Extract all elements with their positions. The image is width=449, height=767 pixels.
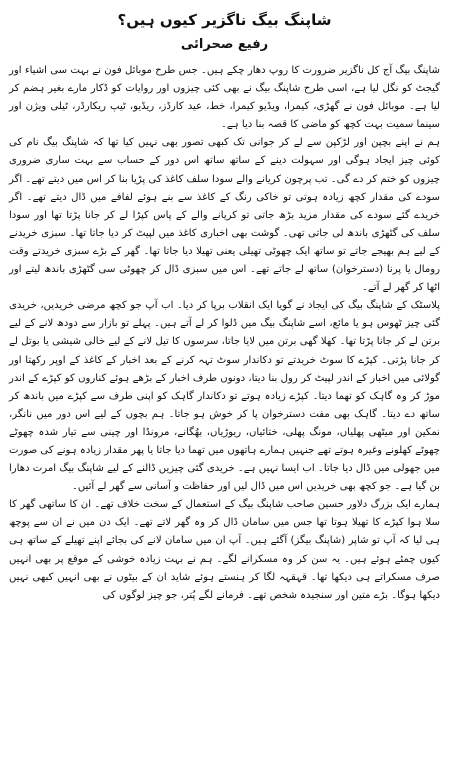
paragraph-4: ہمارے ایک بزرگ دلاور حسین صاحب شاپنگ بیگ کے استعمال کے سخت خلاف تھے۔ ان کا ساتھی گھر کا سلا ہوا کپڑے کا تھیلا ہوتا تھا جس میں سامان ڈال کر وہ گھر لاتے تھے۔ ایک دن میں نے ان سے پوچھ ہی لیا کہ آپ تو شاپر (شاپنگ بیگز) آگئے ہیں۔ آپ ان میں سامان لانے کی بجائے اپنے تھیلے کے ساتھ ہی کیوں چمٹے ہوئے ہیں۔ یہ سن کر وہ مسکرانے لگے۔ ہم نے بہت زیادہ خوشی کے موقع پر بھی انہیں صرف مسکراتے ہی دیکھا تھا۔ قہقہہ لگا کر ہنستے ہوئے شاید ان کے بیٹوں نے بھی انہیں کبھی نہیں دیکھا ہوگا۔ بڑے متین اور سنجیدہ شخص تھے۔ فرمانے لگے پُتر، جو چیز لوگوں کی (9, 499, 440, 601)
paragraph-3: پلاسٹک کے شاپنگ بیگ کی ایجاد نے گویا ایک انقلاب برپا کر دیا۔ اب آپ جو کچھ مرضی خریدیں، خریدی گئی چیز ٹھوس ہو یا مائع، اسے شاپنگ بیگ میں ڈلوا کر لے آتے ہیں۔ پہلے تو بازار سے دودھ لانے کے لیے برتن لے کر جانا پڑتا تھا۔ کھلا گھی برتن میں لایا جاتا، سرسوں کا تیل لانے کے لیے خالی شیشی یا بوتل لے کر جانا پڑتی۔ کپڑے کا سوٹ خریدتے تو دکاندار سوٹ تہہ کرنے کے بعد اخبار کے کاغذ کے اوپر رکھتا اور گولائی میں اخبار کے اندر لپیٹ کر رول بنا دیتا، دونوں طرف اخبار کے بڑھے ہوئے کناروں کو کپڑے کے اندر موڑ کر وہ گاہک کو تھما دیتا۔ کپڑے زیادہ ہوتے تو دکاندار گاہک کو اپنی طرف سے کپڑے میں باندھ کر ساتھ دے دیتا۔ گاہک بھی مفت دسترخوان پا کر خوش ہو جاتا۔ ہم بچوں کے لیے اس دور میں نانگر، نمکین اور میٹھی پھلیاں، مونگ پھلی، ختائیاں، ریوڑیاں، بھُگانے، مرونڈا اور چینی سے تیار شدہ چھوٹے چھوٹے کھلونے وغیرہ ہوتے تھے جنہیں ہمارے ہاتھوں میں تھما دیا جاتا یا پھر مقدار زیادہ ہونے کی صورت میں جھولی میں ڈال دیا جاتا۔ اب ایسا نہیں ہے۔ خریدی گئی چیزیں ڈالنے کے لیے شاپنگ بیگ امرت دھارا بن گیا ہے۔ جو کچھ بھی خریدیں اس میں ڈال لیں اور حفاظت و آسانی سے گھر لے آئیں۔ (9, 300, 440, 493)
paragraph-2: ہم نے اپنے بچپن اور لڑکپن سے لے کر جوانی تک کبھی تصور بھی نہیں کیا تھا کہ شاپنگ بیگ نام کی کوئی چیز ایجاد ہوگی اور سہولت دینے کے ساتھ ساتھ اس دور کے حساب سے بہت ساری ضروری چیزوں کو ختم کر دے گی۔ تب پرچون کریانے والے سودا سلف کاغذ کی پڑیا بنا کر اس میں دیتے تھے۔ اگر سودے کی مقدار کچھ زیادہ ہوتی تو خاکی رنگ کے کاغذ سے بنے ہوئے لفافے میں ڈال دیتے تھے۔ اگر خریدے گئے سودے کی مقدار مزید بڑھ جاتی تو کریانے والے کے پاس کپڑا لے کر جانا پڑتا تھا اور سودا سلف کی گٹھڑی باندھ لی جاتی تھی۔ گوشت بھی اخباری کاغذ میں لپیٹ کر دیا جاتا تھا۔ سبزی خریدنے کے لیے ہم بھیجے جاتے تو ساتھ ایک چھوٹی تھیلی یعنی تھیلا دیا جاتا تھا۔ گھر کے بڑے سبزی خریدتے وقت رومال یا پرنا (دسترخوان) ساتھ لے جاتے تھے۔ اس میں سبزی ڈال کر چھوٹی سی گٹھڑی باندھ لیتے اور اٹھا کر گھر لے آتے۔ (9, 137, 440, 294)
paragraph-1: شاپنگ بیگ آج کل ناگزیر ضرورت کا روپ دھار چکے ہیں۔ جس طرح موبائل فون نے بہت سی اشیاء اور گیجٹ کو نگل لیا ہے، اسی طرح شاپنگ بیگ نے بھی کئی چیزوں اور روایات کو ڈکار مارے بغیر ہضم کر لیا ہے۔ موبائل فون نے گھڑی، کیمرا، ویڈیو کیمرا، خط، عید کارڈز، ریڈیو، ٹیپ ریکارڈر، ٹیلی ویژن اور سینما سمیت بہت کچھ کو ماضی کا قصہ بنا دیا ہے۔ (9, 65, 440, 131)
article-title: شاپنگ بیگ ناگزیر کیوں ہیں؟ (117, 11, 332, 29)
article-body (9, 62, 440, 605)
author-byline: رفیع صحرائی (180, 37, 269, 52)
